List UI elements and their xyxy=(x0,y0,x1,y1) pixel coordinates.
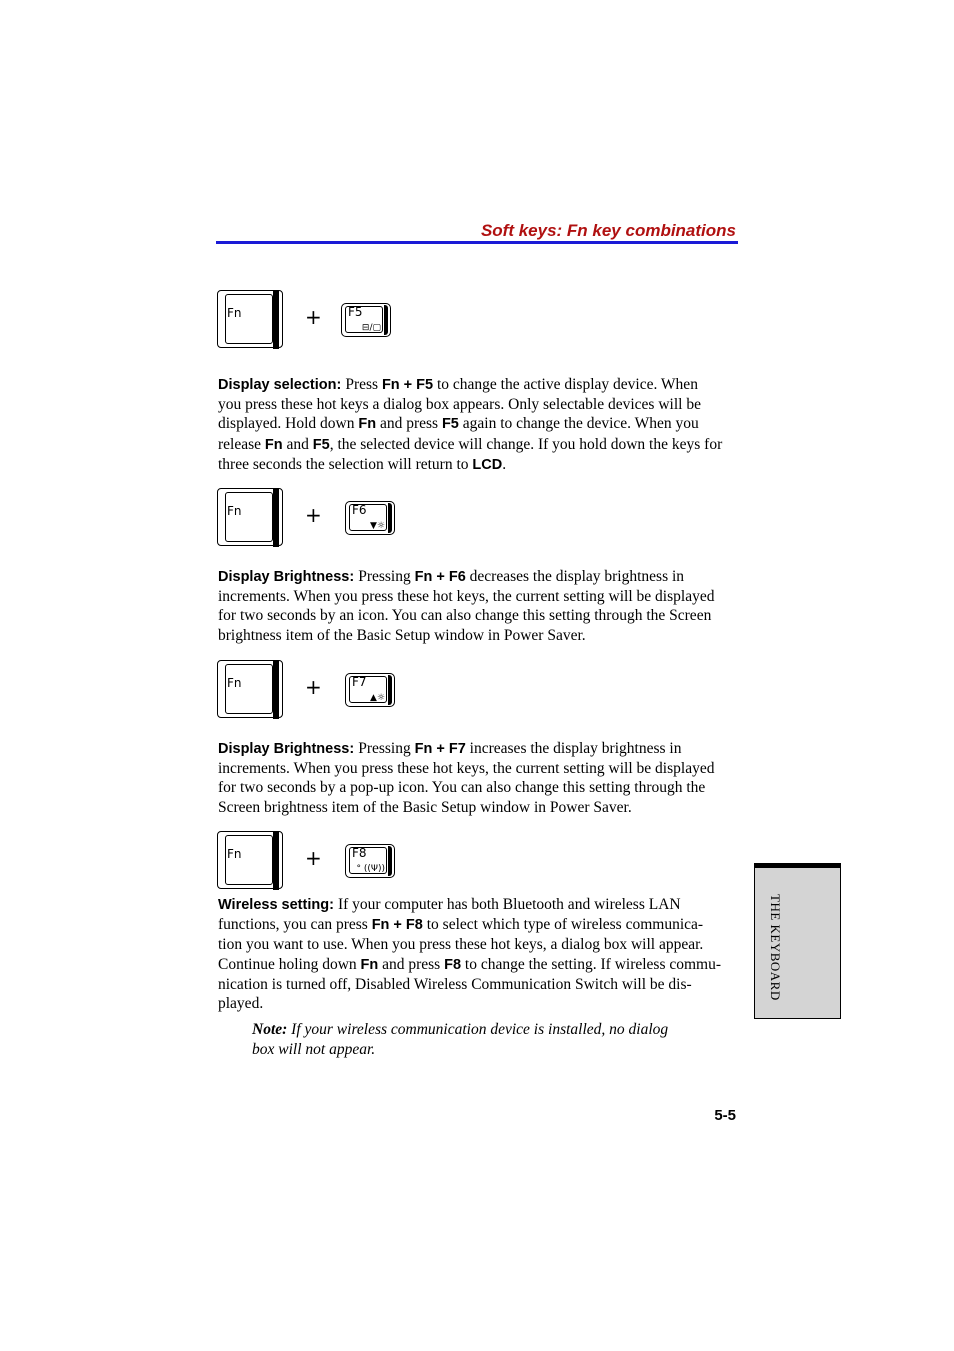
fn-key-icon xyxy=(217,290,283,348)
display-brightness-down-paragraph xyxy=(218,567,740,645)
f6-key-label: F6 xyxy=(352,503,367,517)
text-line xyxy=(218,895,740,915)
text-run: increases the display brightness in xyxy=(465,740,682,757)
display-selection-paragraph xyxy=(218,375,740,475)
key-name: F8 xyxy=(444,956,462,973)
text-line xyxy=(218,567,740,587)
text-run: Press xyxy=(345,376,382,393)
text-line xyxy=(218,626,740,645)
key-name: LCD xyxy=(472,456,503,473)
text-run: , the selected device will change. If you hold down the keys for xyxy=(329,435,723,453)
text-run: played. xyxy=(218,995,264,1013)
text-line xyxy=(218,739,740,759)
header-rule xyxy=(216,241,738,244)
text-run: displayed. Hold down xyxy=(218,415,359,433)
paragraph-lead: Wireless setting: xyxy=(218,897,338,913)
f5-key-icon xyxy=(341,303,391,337)
text-line xyxy=(218,994,740,1013)
hotkey-combo-fn-f8 xyxy=(216,831,406,893)
display-switch-icon: ⊟/▢ xyxy=(361,323,381,333)
text-run: increments. When you press these hot keys, the current setting will be displayed xyxy=(218,588,715,606)
hotkey-combo-fn-f7 xyxy=(216,660,406,722)
paragraph-lead: Display selection: xyxy=(218,377,346,393)
plus-sign: + xyxy=(305,846,322,870)
wireless-icon: ° ((Ψ)) xyxy=(356,864,385,874)
text-run: Screen brightness item of the Basic Setup window in Power Saver. xyxy=(218,798,632,816)
key-name: F5 xyxy=(441,416,459,433)
key-name: F5 xyxy=(312,436,330,453)
text-run: . xyxy=(502,455,507,473)
text-run: If your computer has both Bluetooth and wireless LAN xyxy=(337,896,681,913)
text-line xyxy=(218,375,740,395)
text-run: nication is turned off, Disabled Wireless Communication Switch will be dis- xyxy=(218,975,692,993)
text-run: Continue holing down xyxy=(218,955,361,973)
f8-key-icon xyxy=(345,844,395,878)
text-run: and xyxy=(282,435,313,453)
paragraph-lead: Display Brightness: xyxy=(218,569,359,585)
text-run: and press xyxy=(378,955,445,973)
f8-key-label: F8 xyxy=(352,846,367,860)
key-name: Fn xyxy=(264,436,283,453)
paragraph-lead: Display Brightness: xyxy=(218,741,359,757)
chapter-side-tab xyxy=(754,863,841,1019)
text-run: release xyxy=(218,435,265,453)
text-run: for two seconds by a pop-up icon. You can also change this setting through the xyxy=(218,779,706,797)
key-name: Fn xyxy=(360,956,379,973)
text-line xyxy=(218,587,740,606)
chapter-tab-label: THE KEYBOARD xyxy=(768,894,783,1001)
text-run: for two seconds by an icon. You can also change this setting through the Screen xyxy=(218,607,712,625)
f5-key-label: F5 xyxy=(348,305,363,319)
fn-key-label: Fn xyxy=(227,504,242,518)
note-text-line-2: box will not appear. xyxy=(252,1041,376,1058)
text-run: and press xyxy=(376,415,442,433)
text-line xyxy=(218,606,740,625)
note-label: Note: xyxy=(252,1021,288,1038)
f7-key-label: F7 xyxy=(352,675,367,689)
fn-key-label: Fn xyxy=(227,676,242,690)
text-run: increments. When you press these hot keys, the current setting will be displayed xyxy=(218,760,715,778)
f6-key-icon xyxy=(345,501,395,535)
fn-key-label: Fn xyxy=(227,847,242,861)
wireless-setting-paragraph xyxy=(218,895,740,1013)
fn-key-icon xyxy=(217,831,283,889)
key-name: Fn + F6 xyxy=(414,569,466,585)
fn-key-label: Fn xyxy=(227,306,242,320)
text-line xyxy=(218,798,740,817)
text-run: to change the setting. If wireless commu- xyxy=(461,955,722,973)
text-run: tion you want to use. When you press these hot keys, a dialog box will appear. xyxy=(218,936,704,954)
text-line xyxy=(218,955,740,975)
text-run: Pressing xyxy=(358,568,415,585)
text-line xyxy=(218,915,740,935)
text-run: three seconds the selection will return to xyxy=(218,455,473,473)
text-line xyxy=(218,435,740,455)
text-run: decreases the display brightness in xyxy=(465,568,685,585)
text-line xyxy=(218,395,740,414)
text-line xyxy=(218,759,740,778)
display-brightness-up-paragraph xyxy=(218,739,740,817)
text-run: to select which type of wireless communica- xyxy=(422,916,704,934)
key-name: Fn xyxy=(358,416,377,433)
brightness-up-icon: ▲☼ xyxy=(370,693,385,703)
plus-sign: + xyxy=(305,503,322,527)
text-line xyxy=(218,414,740,434)
key-name: Fn + F8 xyxy=(371,917,423,934)
key-name: Fn + F5 xyxy=(381,377,434,393)
plus-sign: + xyxy=(305,305,322,329)
text-line xyxy=(218,935,740,954)
brightness-down-icon: ▼☼ xyxy=(370,521,385,531)
fn-key-icon xyxy=(217,488,283,546)
text-line xyxy=(218,455,740,475)
text-run: to change the active display device. When xyxy=(433,376,698,393)
hotkey-combo-fn-f5 xyxy=(216,290,406,352)
plus-sign: + xyxy=(305,675,322,699)
key-name: Fn + F7 xyxy=(414,741,466,757)
hotkey-combo-fn-f6 xyxy=(216,488,406,550)
text-run: functions, you can press xyxy=(218,916,372,934)
section-header-title: Soft keys: Fn key combinations xyxy=(480,221,736,240)
page-number: 5-5 xyxy=(714,1107,736,1124)
text-run: you press these hot keys a dialog box appears. Only selectable devices will be xyxy=(218,396,701,414)
fn-key-icon xyxy=(217,660,283,718)
text-line xyxy=(218,975,740,994)
text-run: Pressing xyxy=(358,740,415,757)
text-run: brightness item of the Basic Setup window in Power Saver. xyxy=(218,626,586,644)
f7-key-icon xyxy=(345,673,395,707)
note-block xyxy=(252,1020,722,1060)
text-run: again to change the device. When you xyxy=(458,415,699,433)
text-line xyxy=(218,778,740,797)
note-text-line-1: If your wireless communication device is installed, no dialog xyxy=(291,1021,669,1038)
